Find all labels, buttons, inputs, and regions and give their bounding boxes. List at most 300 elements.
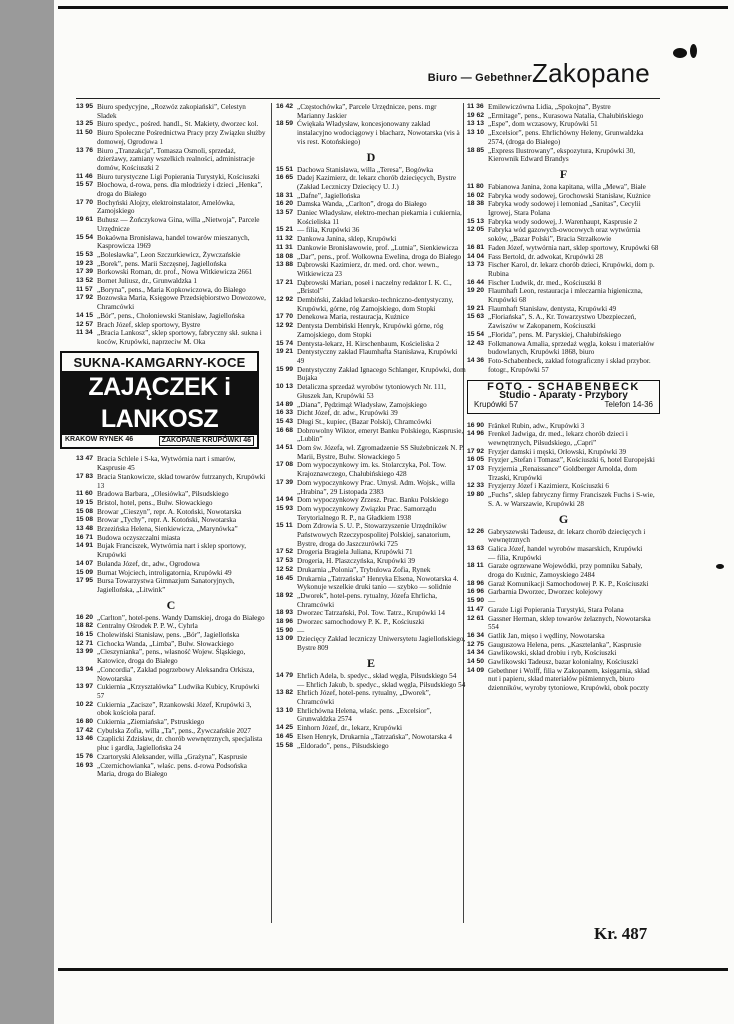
entry-text: Gawlikowski Tadeusz, bazar kolonialny, Kościuszki xyxy=(488,658,639,667)
entry-text: Gauguszowa Helena, pens. „Kasztelanka”, Kasprusie xyxy=(488,640,642,649)
entry-text: Burnat Wojciech, introligatornia, Krupówki 49 xyxy=(97,568,232,577)
entry-text: Ćwiękała Władysław, koncesjonowany zakład instalacyjno wodociągowy i blacharz, Nowotarska (vis à vis rest. Kotońskiego) xyxy=(297,120,460,146)
entry-text: Cukiernia „Krzyształówka” Ludwika Kubicy, Krupówki 57 xyxy=(97,683,260,700)
directory-entry xyxy=(76,516,266,525)
phone-number: 15 21 xyxy=(276,226,294,234)
entry-text: Dentystyczny Zakład Ignacego Schlanger, Krupówki, dom Bujaka xyxy=(297,365,466,383)
phone-number: 16 34 xyxy=(467,631,485,639)
phone-number: 14 94 xyxy=(276,496,294,504)
directory-entry xyxy=(467,147,660,164)
phone-number xyxy=(467,554,488,563)
directory-entry xyxy=(76,508,266,517)
advert-sukna-line1: SUKNA-KAMGARNY-KOCE xyxy=(73,354,246,370)
phone-number: 15 43 xyxy=(276,417,294,425)
entry-text: Dom wypoczynkowy Prac. Umysł. Adm. Wojsk., willa „Hrabina”, 29 Listopada 2383 xyxy=(297,478,456,496)
directory-entry xyxy=(276,418,466,427)
entry-text: Fryzjernia „Renaissance” Goldberger Arnolda, dom Trzaski, Krupówki xyxy=(488,465,637,482)
directory-entry xyxy=(76,753,266,762)
entry-text: Fabryka wody sodowej, Grochowski Stanisław, Kużnice xyxy=(488,191,651,200)
entry-text: Dentysta-lekarz, H. Kirschenbaum, Kościeliska 2 xyxy=(297,339,440,348)
directory-entry xyxy=(76,312,266,321)
phone-number: 15 90 xyxy=(276,626,294,634)
phone-number: 13 57 xyxy=(276,209,294,217)
directory-entry xyxy=(76,216,266,233)
phone-number: 16 02 xyxy=(467,191,485,199)
phone-number: 14 89 xyxy=(276,400,294,408)
phone-number: 14 07 xyxy=(76,559,94,567)
entry-list xyxy=(76,103,266,347)
entry-text: Bułanda Józef, dr., adw., Ogrodowa xyxy=(97,559,200,568)
phone-number: 15 54 xyxy=(467,330,485,338)
entry-text: Detaliczna sprzedaż wyrobów tytoniowych Nr. 111, Głuszek Jan, Krupówki 53 xyxy=(297,383,446,400)
entry-text: Dom wypoczynkowy Zrzesz. Prac. Banku Polskiego xyxy=(297,496,449,505)
entry-text: „Dworek”, hotel-pens. rytualny, Józefa Ehrlicha, Chramcówki xyxy=(297,591,438,609)
phone-number: 12 33 xyxy=(467,482,485,490)
phone-number: 16 93 xyxy=(76,761,94,769)
phone-number: 16 20 xyxy=(76,613,94,621)
phone-number: 13 09 xyxy=(276,635,294,643)
advert-sukna-left: KRAKÓW RYNEK 46 xyxy=(65,435,134,443)
directory-entry xyxy=(276,575,466,592)
phone-number: 16 71 xyxy=(76,533,94,541)
entry-text: Bozowska Maria, Księgowe Przedsiębiorstwo Dowozowe, Chramcówki xyxy=(97,294,266,312)
phone-number: 13 48 xyxy=(76,525,94,533)
directory-entry xyxy=(467,528,660,545)
entry-text: Damska Wanda, „Carlton”, droga do Białego xyxy=(297,200,427,209)
directory-entry xyxy=(76,120,266,129)
entry-text: Bracia Stankowicze, skład towarów futrzanych, Krupówki 13 xyxy=(97,472,266,490)
entry-text: Dąbrowski Kazimierz, dr. med. ord. chor. wewn., Witkiewicza 23 xyxy=(297,261,439,278)
entry-text: Dentysta Dembiński Henryk, Krupówki górne, róg Zamojskiego, dom Stopki xyxy=(297,322,444,339)
entry-text: Bochyński Alojzy, elektroinstalator, Amelówka, Zamojskiego xyxy=(97,198,235,216)
directory-entry xyxy=(467,305,660,314)
directory-entry xyxy=(76,727,266,736)
directory-entry xyxy=(276,444,466,461)
phone-number: 16 42 xyxy=(276,103,294,110)
phone-number: 18 08 xyxy=(276,252,294,260)
phone-number: 13 13 xyxy=(467,120,485,128)
entry-text: „Borek”, pens. Marii Szczęsnej, Jagiellońska xyxy=(97,259,227,268)
directory-entry xyxy=(467,580,660,589)
entry-text: Biuro „Tranzakcja”, Tomasza Osmoli, sprzedaż, dzierżawy, zamiany wszelkich realności, administracje domów, Kościuszki 2 xyxy=(97,146,255,172)
phone-number: 14 50 xyxy=(467,658,485,666)
directory-entry xyxy=(276,296,466,313)
directory-entry xyxy=(76,329,266,346)
directory-entry xyxy=(276,592,466,609)
section-letter-d: D xyxy=(366,149,376,164)
phone-number: 13 10 xyxy=(276,706,294,714)
phone-number: 16 45 xyxy=(276,732,294,740)
entry-text: Ehrlich Józef, hotel-pens. rytualny, „Dworek”, Chramcówki xyxy=(297,689,431,706)
advert-sukna-footer xyxy=(62,435,257,448)
directory-entry xyxy=(467,183,660,192)
entry-text: Foto-Schabenbeck, zakład fotograficzny i skład przybor. fotogr., Krupówki 57 xyxy=(488,356,651,374)
directory-entry xyxy=(76,277,266,286)
directory-entry xyxy=(276,279,466,296)
entry-text: — xyxy=(488,597,496,606)
phone-number: 14 79 xyxy=(276,671,294,679)
phone-number: 14 91 xyxy=(76,542,94,550)
directory-entry xyxy=(276,209,466,226)
phone-number: 15 76 xyxy=(76,752,94,760)
phone-number: 13 99 xyxy=(76,648,94,656)
phone-number: 11 60 xyxy=(76,490,93,498)
directory-entry xyxy=(467,112,660,121)
advert-sukna-line2: ZAJĄCZEK i LANKOSZ xyxy=(62,371,257,435)
phone-number: 15 63 xyxy=(467,313,485,321)
entry-text: Biuro turystyczne Ligi Popierania Turystyki, Kościuszki xyxy=(97,172,260,181)
entry-text: „Bolesławka”, Leon Szczurkiewicz, Żywczańskie xyxy=(97,250,241,259)
advert-foto xyxy=(467,380,660,413)
entry-text: Brach Józef, sklep sportowy, Bystre xyxy=(97,320,201,329)
entry-text: Einhorn Józef, dr., lekarz, Krupówki xyxy=(297,724,402,733)
directory-entry xyxy=(276,383,466,400)
phone-number: 11 36 xyxy=(467,103,484,110)
directory-entry xyxy=(276,313,466,322)
column-2 xyxy=(276,103,466,750)
page-number: Kr. 487 xyxy=(594,924,648,943)
entry-text: Dom św. Józefa, wł. Zgromadzenie SS Służebniczek N. P. Marii, Bystre, Bulw. Słowackiego 5 xyxy=(297,444,465,461)
phone-number: 13 63 xyxy=(467,544,485,552)
directory-entry xyxy=(76,631,266,640)
phone-number: 12 75 xyxy=(467,640,485,648)
entry-text: Buhusz — Żończykowa Gina, willa „Nietwoja”, Parcele Urzędnicze xyxy=(97,216,260,233)
directory-entry xyxy=(76,614,266,623)
phone-number: 15 08 xyxy=(76,516,94,524)
phone-number: 12 26 xyxy=(467,527,485,535)
phone-number: 14 34 xyxy=(467,649,485,657)
directory-entry xyxy=(467,632,660,641)
entry-text: Czaplicki Zdzisław, dr. chorób wewnętrznych, specjalista płuc i gardła, Jagiellońska 24 xyxy=(97,735,263,753)
directory-entry xyxy=(276,681,466,690)
phone-number: 18 11 xyxy=(467,562,484,570)
phone-number xyxy=(276,681,297,690)
directory-entry xyxy=(467,430,660,447)
phone-number: 15 57 xyxy=(76,181,94,189)
directory-entry xyxy=(467,226,660,243)
directory-entry xyxy=(276,548,466,557)
entry-text: Fabryka wody sodowej, J. Warenhaupt, Kasprusie 2 xyxy=(488,217,638,226)
phone-number: 13 88 xyxy=(276,261,294,269)
phone-number: 16 68 xyxy=(276,426,294,434)
scan-edge xyxy=(0,0,54,1024)
advert-foto-line2: Studio - Aparaty - Przybory xyxy=(499,390,628,402)
phone-number: 11 80 xyxy=(467,182,484,190)
entry-text: Cukiernia „Ziemiańska”, Pstruskiego xyxy=(97,718,205,727)
phone-number: 13 73 xyxy=(467,261,485,269)
entry-list xyxy=(276,672,466,750)
directory-entry xyxy=(76,762,266,779)
directory-entry xyxy=(467,482,660,491)
entry-text: — filia, Krupówki xyxy=(488,553,542,562)
page-header xyxy=(380,58,660,94)
entry-text: „Częstochówka”, Parcele Urzędnicze, pens. mgr Marianny Jaskier xyxy=(297,103,437,120)
entry-text: Bornet Juliusz, dr., Grunwaldzka 1 xyxy=(97,277,198,286)
entry-text: Cukiernia „Zacisze”, Rzankowski Józef, Krupówki 3, obok kościoła paraf. xyxy=(97,700,252,718)
phone-number: 14 36 xyxy=(467,356,485,364)
directory-entry xyxy=(76,735,266,752)
entry-text: „Excelsior”, pens. Ehrlichówny Heleny, Grunwaldzka 2574, (droga do Białego) xyxy=(488,129,644,146)
directory-entry xyxy=(76,473,266,490)
entry-text: Frenkel Jadwiga, dr. med., lekarz chorób dzieci i wewnętrznych, Piłsudskiego, „Capri” xyxy=(488,430,628,447)
entry-text: „Czernichowianka”, właśc. pens. d-rowa Podsońska Maria, droga do Białego xyxy=(97,761,247,779)
phone-number: 19 21 xyxy=(276,348,294,356)
directory-entry xyxy=(76,286,266,295)
phone-number: 17 21 xyxy=(276,278,294,286)
entry-text: Bristol, hotel, pens., Bulw. Słowackiego xyxy=(97,498,213,507)
phone-number: 19 61 xyxy=(76,216,94,224)
phone-number: 17 92 xyxy=(76,294,94,302)
phone-number: 16 44 xyxy=(467,278,485,286)
phone-number: 17 53 xyxy=(276,557,294,565)
entry-text: „Eldorado”, pens., Piłsudskiego xyxy=(297,741,389,750)
directory-entry xyxy=(76,181,266,198)
directory-entry xyxy=(276,244,466,253)
phone-number: 19 23 xyxy=(76,259,94,267)
phone-number: 12 92 xyxy=(276,322,294,330)
entry-text: Dadej Kazimierz, dr. lekarz chorób dziecięcych, Bystre (Zakład Leczniczy Dziecięcy U. J.) xyxy=(297,174,457,191)
directory-entry xyxy=(276,566,466,575)
ink-blot xyxy=(673,48,687,58)
directory-entry xyxy=(467,313,660,330)
directory-entry xyxy=(467,491,660,508)
entry-text: „Dar”, pens., prof. Wolkowna Ewelina, droga do Białego xyxy=(297,252,462,261)
directory-entry xyxy=(76,294,266,311)
directory-entry xyxy=(467,287,660,304)
phone-number: 13 46 xyxy=(76,735,94,743)
directory-entry xyxy=(276,174,466,191)
header-subtitle: Biuro — Gebethner xyxy=(427,72,532,84)
entry-list xyxy=(76,614,266,779)
directory-entry xyxy=(467,120,660,129)
directory-entry xyxy=(467,545,660,554)
phone-number: 13 52 xyxy=(76,277,94,285)
phone-number: 12 61 xyxy=(467,614,485,622)
phone-number: 16 05 xyxy=(467,456,485,464)
directory-entry xyxy=(467,667,660,693)
entry-text: Fischer Karol, dr. lekarz chorób dzieci, Krupówki, dom p. Rubina xyxy=(488,261,655,278)
phone-number: 16 20 xyxy=(276,200,294,208)
entry-text: „Florida”, pens. M. Paryskiej, Chałubińskiego xyxy=(488,330,621,339)
directory-entry xyxy=(467,253,660,262)
entry-text: Błochowa, d-rowa, pens. dla młodzieży i dzieci „Henka”, droga do Białego xyxy=(97,181,263,199)
directory-entry xyxy=(276,461,466,478)
phone-number: 17 83 xyxy=(76,472,94,480)
entry-text: Denekowa Maria, restauracja, Kużnice xyxy=(297,313,409,322)
phone-number: 15 13 xyxy=(467,217,485,225)
entry-text: Galica Józef, handel wyrobów masarskich, Krupówki xyxy=(488,544,643,553)
directory-entry xyxy=(276,401,466,410)
directory-entry xyxy=(467,357,660,374)
entry-text: Czartoryski Aleksander, willa „Grażyna”, Kasprusie xyxy=(97,752,248,761)
entry-text: Fischer Ludwik, dr. med., Kościuszki 8 xyxy=(488,278,602,287)
phone-number: 15 74 xyxy=(276,339,294,347)
phone-number: 18 93 xyxy=(276,609,294,617)
phone-number: 15 08 xyxy=(76,507,94,515)
directory-entry xyxy=(467,456,660,465)
entry-text: Emilewiczówna Lidia, „Spokojna”, Bystre xyxy=(488,103,611,111)
phone-number: 18 96 xyxy=(467,579,485,587)
entry-text: Fryzjerzy Józef i Kazimierz, Kościuszki 6 xyxy=(488,482,609,491)
phone-number: 19 20 xyxy=(467,287,485,295)
advert-foto-right: Telefon 14-36 xyxy=(604,399,653,409)
directory-entry xyxy=(76,173,266,182)
directory-entry xyxy=(76,622,266,631)
phone-number: 11 31 xyxy=(276,243,293,251)
entry-text: Gassner Herman, sklep towarów żelaznych, Nowotarska 554 xyxy=(488,614,651,632)
directory-entry xyxy=(276,618,466,627)
directory-entry xyxy=(276,261,466,278)
phone-number: 11 32 xyxy=(276,235,293,243)
phone-number: 12 05 xyxy=(467,226,485,234)
directory-entry xyxy=(467,606,660,615)
entry-list xyxy=(276,166,466,653)
phone-number: 17 70 xyxy=(276,313,294,321)
directory-entry xyxy=(276,253,466,262)
phone-number: 19 62 xyxy=(467,111,485,119)
advert-sukna-right: ZAKOPANE KRUPÓWKI 46 xyxy=(159,436,254,447)
directory-entry xyxy=(467,244,660,253)
phone-number: 12 52 xyxy=(276,565,294,573)
phone-number: 17 70 xyxy=(76,198,94,206)
phone-number: 17 42 xyxy=(76,726,94,734)
directory-entry xyxy=(76,666,266,683)
phone-number: 14 04 xyxy=(467,252,485,260)
directory-entry xyxy=(76,499,266,508)
entry-list xyxy=(467,528,660,693)
phone-number: 17 08 xyxy=(276,461,294,469)
directory-entry xyxy=(276,733,466,742)
phone-number: 14 09 xyxy=(467,666,485,674)
entry-text: Browar „Tychy”, repr. A. Kotoński, Nowotarska xyxy=(97,516,237,525)
phone-number: 16 65 xyxy=(276,174,294,182)
entry-text: Garaż Komunikacji Samochodowej P. K. P., Kościuszki xyxy=(488,579,649,588)
directory-entry xyxy=(276,689,466,706)
entry-text: Cybulska Zofia, willa „Ta”, pens., Żywczańskie 2027 xyxy=(97,726,251,735)
section-letter-g: G xyxy=(558,511,569,526)
phone-number: 19 80 xyxy=(467,491,485,499)
ink-blot xyxy=(716,564,724,569)
phone-number: 19 21 xyxy=(467,304,485,312)
directory-entry xyxy=(467,615,660,632)
phone-number: 16 33 xyxy=(276,409,294,417)
phone-number: 15 58 xyxy=(276,741,294,749)
directory-entry xyxy=(276,120,466,146)
directory-entry xyxy=(276,707,466,724)
entry-text: Biuro spedyc., pośred. handl., St. Makiety, dworzec kol. xyxy=(97,120,259,129)
directory-entry xyxy=(276,505,466,522)
phone-number: 13 25 xyxy=(76,120,94,128)
directory-entry xyxy=(467,658,660,667)
entry-text: Dziecięcy Zakład leczniczy Uniwersytetu Jagiellońskiego, Bystre 809 xyxy=(297,635,466,653)
directory-entry xyxy=(76,534,266,543)
entry-text: Drogeria, H. Plaszczyńska, Krupówki 39 xyxy=(297,557,415,566)
phone-number: 18 31 xyxy=(276,191,294,199)
entry-text: Dom Zdrowia S. U. P., Stowarzyszenie Urzędników Państwowych Rzeczypospolitej Polskiej, sanatorium, Bystre, droga do Jaszczurówki 725 xyxy=(297,522,451,548)
advert-sukna xyxy=(60,351,259,450)
entry-text: Gabryszewski Tadeusz, dr. lekarz chorób dziecięcych i wewnętrznych xyxy=(488,527,646,545)
phone-number: 17 95 xyxy=(76,577,94,585)
directory-entry xyxy=(276,672,466,681)
phone-number: 14 51 xyxy=(276,444,294,452)
directory-entry xyxy=(276,409,466,418)
entry-text: Gatlik Jan, mięso i wędliny, Nowotarska xyxy=(488,631,605,640)
directory-entry xyxy=(276,340,466,349)
phone-number: 18 38 xyxy=(467,200,485,208)
phone-number: 11 34 xyxy=(76,329,93,337)
directory-entry xyxy=(76,701,266,718)
advert-foto-left: Krupówki 57 xyxy=(474,399,519,409)
entry-text: Dobrowolny Wiktor, emeryt Banku Polskiego, Kasprusie, „Lublin” xyxy=(297,426,464,444)
entry-text: „Express Ilustrowany”, ekspozytura, Krupówki 30, Kierownik Edward Brandys xyxy=(488,146,636,164)
entry-text: Bursa Towarzystwa Gimnazjum Sanatoryjnych, Jagiellońska, „Litwink” xyxy=(97,577,235,594)
entry-text: „Concordia”, Zakład pogrzebowy Aleksandra Orkisza, Nowotarska xyxy=(97,665,255,683)
header-rule xyxy=(76,98,660,99)
ink-blot xyxy=(690,44,697,58)
directory-entry xyxy=(76,103,266,120)
directory-entry xyxy=(467,103,660,112)
section-letter-f: F xyxy=(559,166,568,181)
phone-number: 13 47 xyxy=(76,455,94,463)
entry-text: — xyxy=(297,626,305,635)
phone-number: 17 92 xyxy=(467,447,485,455)
phone-number: 12 43 xyxy=(467,339,485,347)
entry-text: Garaże Ligi Popierania Turystyki, Stara Polana xyxy=(488,605,624,614)
phone-number: 15 90 xyxy=(467,597,485,605)
entry-text: Długi St., kupiec, (Bazar Polski), Chramcówki xyxy=(297,417,432,426)
phone-number: 11 46 xyxy=(76,172,93,180)
directory-entry xyxy=(276,226,466,235)
phone-number: 15 99 xyxy=(276,365,294,373)
phone-number: 16 81 xyxy=(467,243,485,251)
phone-number: 19 15 xyxy=(76,498,94,506)
column-3 xyxy=(467,103,660,693)
entry-text: Daniec Władysław, elektro-mechan piekarnia i cukiernia, Kościeliska 11 xyxy=(297,209,462,226)
directory-entry xyxy=(76,455,266,472)
entry-text: Dom wypoczynkowy Związku Prac. Samorządu Terytorialnego R. P., na Gładkiem 1938 xyxy=(297,504,437,522)
entry-text: „Ermitage”, pens., Kurasowa Natalia, Chałubińskiego xyxy=(488,111,644,120)
entry-text: — Ehrlich Jakub, b. spedyc., skład węgla, Piłsudskiego 54 xyxy=(297,680,466,689)
directory-entry xyxy=(276,366,466,383)
bottom-rule xyxy=(58,968,728,971)
directory-entry xyxy=(76,490,266,499)
phone-number: 15 51 xyxy=(276,165,294,173)
entry-text: Bokaówna Bronisława, handel towarów mieszanych, Kasprowicza 1969 xyxy=(97,233,250,251)
top-rule xyxy=(58,6,728,9)
entry-text: „Cieszynianka”, pens., własność Wojew. Śląskiego, Katowice, droga do Białego xyxy=(97,648,246,666)
directory-entry xyxy=(467,279,660,288)
phone-number: 10 22 xyxy=(76,700,94,708)
header-title: Zakopane xyxy=(531,58,650,88)
entry-text: Borkowski Roman, dr. prof., Nowa Witkiewicza 2661 xyxy=(97,268,253,277)
entry-text: Dicht Józef, dr. adw., Krupówki 39 xyxy=(297,409,398,418)
entry-text: Cholewiński Stanisław, pens. „Bór”, Jagiellońska xyxy=(97,631,240,640)
directory-entry xyxy=(76,129,266,146)
entry-text: Biuro Społeczne Pośrednictwa Pracy przy Związku służby domowej, Ogrodowa 1 xyxy=(97,129,266,146)
entry-text: Dentystyczny zakład Flaumhafta Stanisława, Krupówki 49 xyxy=(297,348,458,365)
directory-entry xyxy=(76,569,266,578)
directory-entry xyxy=(467,649,660,658)
entry-text: Garbarnia Dworzec, Dworzec kolejowy xyxy=(488,588,603,597)
entry-text: Fabryka wód gazowych-owocowych oraz wytwórnia soków, „Bazar Polski”, Bracia Strzałkowie xyxy=(488,226,641,244)
directory-entry xyxy=(76,542,266,559)
entry-text: Centralny Ośrodek P. P. W., Cyhrla xyxy=(97,622,198,631)
entry-list xyxy=(276,103,466,147)
directory-entry xyxy=(276,609,466,618)
entry-text: Fryzjer „Stefan i Tomasz”, Kościuszki 6, hotel Europejski xyxy=(488,456,655,465)
phone-number: 18 59 xyxy=(276,120,294,128)
entry-text: Faden Józef, wytwórnia nart, sklep sportowy, Krupówki 68 xyxy=(488,243,659,252)
